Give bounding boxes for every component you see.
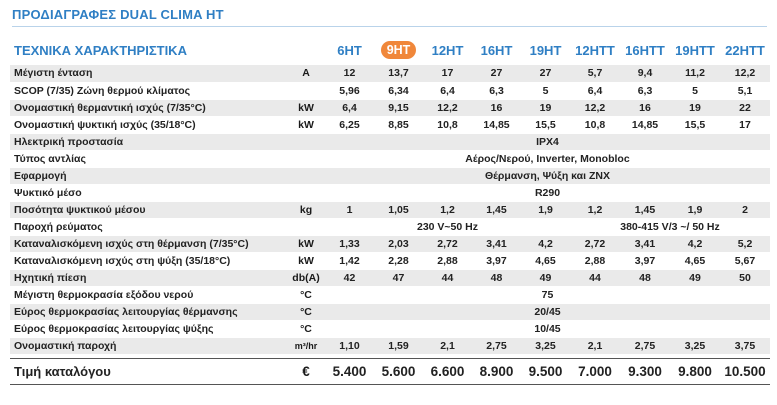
row-label: Εφαρμογή	[10, 167, 287, 184]
cell-value: 2,1	[423, 337, 472, 354]
cell-value: 2,28	[374, 252, 423, 269]
row-unit	[287, 184, 325, 201]
price-value: 7.000	[570, 358, 620, 384]
cell-value: 22	[720, 99, 770, 116]
cell-value: 12	[325, 65, 374, 82]
row-unit	[287, 218, 325, 235]
row-label: Ονομαστική παροχή	[10, 337, 287, 354]
table-row	[10, 116, 770, 133]
cell-value: 2,75	[620, 337, 670, 354]
cell-value: 12,2	[720, 65, 770, 82]
table-row	[10, 82, 770, 99]
spanning-value: 10/45	[325, 320, 770, 337]
spanning-value: Θέρμανση, Ψύξη και ΖΝΧ	[325, 167, 770, 184]
cell-value: 49	[521, 269, 570, 286]
title-divider	[12, 26, 767, 27]
cell-value: 1,9	[670, 201, 720, 218]
table-row	[10, 286, 770, 303]
table-row	[10, 99, 770, 116]
single-phase-supply: 230 V~50 Hz	[325, 218, 570, 235]
cell-value: 11,2	[670, 65, 720, 82]
cell-value: 15,5	[670, 116, 720, 133]
table-row	[10, 167, 770, 184]
cell-value: 9,4	[620, 65, 670, 82]
cell-value: 47	[374, 269, 423, 286]
cell-value: 5,1	[720, 82, 770, 99]
cell-value: 2	[720, 201, 770, 218]
table-row	[10, 320, 770, 337]
row-unit: °C	[287, 286, 325, 303]
row-label: Καταναλισκόμενη ισχύς στη θέρμανση (7/35°C)	[10, 235, 287, 252]
cell-value: 2,72	[423, 235, 472, 252]
cell-value: 50	[720, 269, 770, 286]
cell-value: 6,25	[325, 116, 374, 133]
cell-value: 5	[521, 82, 570, 99]
model-header	[374, 35, 423, 65]
row-unit: °C	[287, 320, 325, 337]
cell-value: 1,45	[620, 201, 670, 218]
cell-value: 5,2	[720, 235, 770, 252]
cell-value: 16	[620, 99, 670, 116]
cell-value: 6,4	[325, 99, 374, 116]
spanning-value: R290	[325, 184, 770, 201]
cell-value: 4,2	[670, 235, 720, 252]
row-label: SCOP (7/35) Ζώνη θερμού κλίματος	[10, 82, 287, 99]
cell-value: 3,25	[521, 337, 570, 354]
row-label: Ονομαστική ψυκτική ισχύς (35/18°C)	[10, 116, 287, 133]
model-header: 6HT	[337, 42, 362, 58]
cell-value: 17	[720, 116, 770, 133]
price-value: 10.500	[720, 358, 770, 384]
table-row	[10, 235, 770, 252]
cell-value: 2,1	[570, 337, 620, 354]
cell-value: 2,72	[570, 235, 620, 252]
row-unit	[287, 82, 325, 99]
row-unit: db(A)	[287, 269, 325, 286]
model-header: 16HTT	[625, 42, 665, 58]
spanning-value: 75	[325, 286, 770, 303]
cell-value: 6,4	[423, 82, 472, 99]
row-label: Ηλεκτρική προστασία	[10, 133, 287, 150]
row-label: Εύρος θερμοκρασίας λειτουργίας θέρμανσης	[10, 303, 287, 320]
row-label: Τύπος αντλίας	[10, 150, 287, 167]
table-row	[10, 201, 770, 218]
model-header: 22HTT	[725, 42, 765, 58]
row-label: Ψυκτικό μέσο	[10, 184, 287, 201]
row-unit: kg	[287, 201, 325, 218]
cell-value: 2,88	[570, 252, 620, 269]
specifications-body	[10, 35, 770, 384]
row-unit: A	[287, 65, 325, 82]
row-unit: °C	[287, 303, 325, 320]
currency-symbol: €	[287, 358, 325, 384]
cell-value: 16	[472, 99, 521, 116]
cell-value: 5,7	[570, 65, 620, 82]
row-label: Ποσότητα ψυκτικού μέσου	[10, 201, 287, 218]
cell-value: 3,75	[720, 337, 770, 354]
cell-value: 1,33	[325, 235, 374, 252]
row-unit: kW	[287, 235, 325, 252]
cell-value: 12,2	[570, 99, 620, 116]
cell-value: 1,45	[472, 201, 521, 218]
row-unit: kW	[287, 99, 325, 116]
unit-text: m³/hr	[294, 340, 318, 351]
cell-value: 2,03	[374, 235, 423, 252]
row-unit	[287, 337, 325, 354]
price-value: 9.800	[670, 358, 720, 384]
row-label: Παροχή ρεύματος	[10, 218, 287, 235]
spanning-value: 20/45	[325, 303, 770, 320]
cell-value: 8,85	[374, 116, 423, 133]
three-phase-supply: 380-415 V/3 ~/ 50 Hz	[570, 218, 770, 235]
cell-value: 1,2	[570, 201, 620, 218]
cell-value: 44	[423, 269, 472, 286]
table-row	[10, 133, 770, 150]
model-header: 19HTT	[675, 42, 715, 58]
cell-value: 9,15	[374, 99, 423, 116]
row-label: Ονομαστική θερμαντική ισχύς (7/35°C)	[10, 99, 287, 116]
row-unit	[287, 150, 325, 167]
cell-value: 15,5	[521, 116, 570, 133]
table-row	[10, 184, 770, 201]
price-value: 5.600	[374, 358, 423, 384]
table-row	[10, 65, 770, 82]
price-value: 6.600	[423, 358, 472, 384]
cell-value: 10,8	[423, 116, 472, 133]
price-value: 5.400	[325, 358, 374, 384]
price-value: 9.300	[620, 358, 670, 384]
price-label: Τιμή καταλόγου	[10, 358, 287, 384]
cell-value: 27	[521, 65, 570, 82]
specifications-table	[10, 35, 770, 385]
cell-value: 5,67	[720, 252, 770, 269]
row-label: Μέγιστη ένταση	[10, 65, 287, 82]
cell-value: 14,85	[472, 116, 521, 133]
cell-value: 17	[423, 65, 472, 82]
price-row	[10, 358, 770, 384]
page-title: ΠΡΟΔΙΑΓΡΑΦΕΣ DUAL CLIMA HT	[12, 7, 224, 22]
cell-value: 2,75	[472, 337, 521, 354]
cell-value: 1,10	[325, 337, 374, 354]
cell-value: 1,9	[521, 201, 570, 218]
cell-value: 6,3	[620, 82, 670, 99]
price-value: 9.500	[521, 358, 570, 384]
cell-value: 12,2	[423, 99, 472, 116]
cell-value: 5,96	[325, 82, 374, 99]
header-row	[10, 35, 770, 65]
cell-value: 1,42	[325, 252, 374, 269]
model-header: 12HTT	[575, 42, 615, 58]
table-title: ΤΕΧΝΙΚΑ ΧΑΡΑΚΤΗΡΙΣΤΙΚΑ	[14, 42, 187, 58]
cell-value: 10,8	[570, 116, 620, 133]
cell-value: 44	[570, 269, 620, 286]
cell-value: 14,85	[620, 116, 670, 133]
row-label: Καταναλισκόμενη ισχύς στη ψύξη (35/18°C)	[10, 252, 287, 269]
cell-value: 3,25	[670, 337, 720, 354]
cell-value: 3,97	[472, 252, 521, 269]
table-row	[10, 150, 770, 167]
row-unit: kW	[287, 116, 325, 133]
cell-value: 42	[325, 269, 374, 286]
table-row	[10, 337, 770, 354]
cell-value: 19	[670, 99, 720, 116]
row-unit	[287, 133, 325, 150]
table-row	[10, 303, 770, 320]
cell-value: 1,2	[423, 201, 472, 218]
cell-value: 49	[670, 269, 720, 286]
cell-value: 1,59	[374, 337, 423, 354]
cell-value: 5	[670, 82, 720, 99]
unit-header	[287, 35, 325, 65]
table-row	[10, 218, 770, 235]
model-header: 16HT	[480, 42, 513, 58]
cell-value: 4,65	[521, 252, 570, 269]
spanning-value: Αέρος/Νερού, Inverter, Monobloc	[325, 150, 770, 167]
row-label: Μέγιστη θερμοκρασία εξόδου νερού	[10, 286, 287, 303]
cell-value: 3,41	[472, 235, 521, 252]
cell-value: 6,4	[570, 82, 620, 99]
cell-value: 3,97	[620, 252, 670, 269]
cell-value: 48	[472, 269, 521, 286]
model-header: 12HT	[431, 42, 464, 58]
row-label: Εύρος θερμοκρασίας λειτουργίας ψύξης	[10, 320, 287, 337]
model-header: 19HT	[529, 42, 562, 58]
cell-value: 27	[472, 65, 521, 82]
row-unit	[287, 167, 325, 184]
cell-value: 2,88	[423, 252, 472, 269]
row-unit: kW	[287, 252, 325, 269]
spanning-value: IPX4	[325, 133, 770, 150]
cell-value: 1	[325, 201, 374, 218]
table-row	[10, 252, 770, 269]
table-row	[10, 269, 770, 286]
cell-value: 4,65	[670, 252, 720, 269]
cell-value: 3,41	[620, 235, 670, 252]
cell-value: 4,2	[521, 235, 570, 252]
cell-value: 1,05	[374, 201, 423, 218]
price-value: 8.900	[472, 358, 521, 384]
highlighted-model-badge: 9HT	[381, 41, 417, 59]
cell-value: 19	[521, 99, 570, 116]
row-label: Ηχητική πίεση	[10, 269, 287, 286]
cell-value: 6,3	[472, 82, 521, 99]
cell-value: 13,7	[374, 65, 423, 82]
cell-value: 48	[620, 269, 670, 286]
cell-value: 6,34	[374, 82, 423, 99]
